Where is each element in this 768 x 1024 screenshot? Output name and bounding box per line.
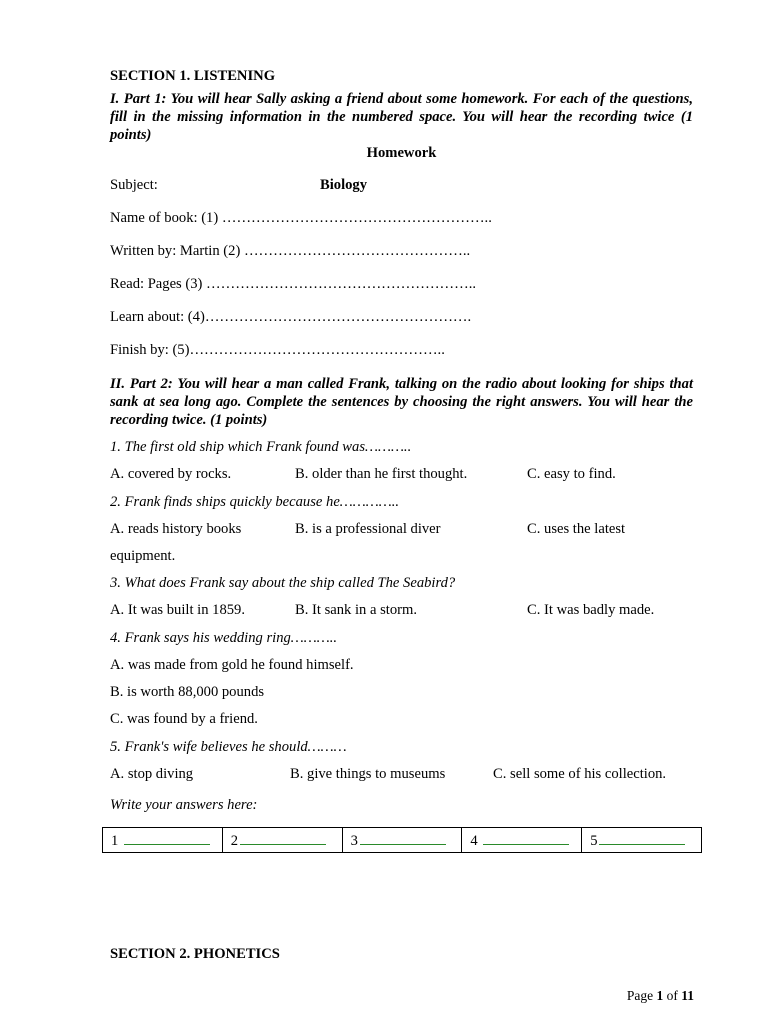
page-total: 11 [681, 988, 694, 1003]
answer-cell-4[interactable] [462, 828, 582, 853]
answer-number-3: 3 [350, 833, 358, 849]
answer-cell-2[interactable] [222, 828, 342, 853]
answers-label: Write your answers here: [110, 797, 258, 813]
subject-label: Subject: [110, 177, 158, 193]
page-footer [627, 988, 694, 1004]
field-written-by: Written by: Martin (2) ……………………………………….. [110, 243, 471, 259]
page-number: 1 [656, 988, 664, 1003]
question-1-stem: 1. The first old ship which Frank found was……….. [110, 439, 412, 455]
question-5-option-a: A. stop diving [110, 766, 194, 782]
question-5-stem: 5. Frank's wife believes he should……… [110, 739, 347, 755]
question-1-option-b: B. older than he first thought. [295, 466, 468, 482]
field-read-pages: Read: Pages (3) ……………………………………………….. [110, 276, 477, 292]
question-5-option-b: B. give things to museums [290, 766, 446, 782]
question-2-option-c: C. uses the latest [527, 521, 626, 537]
question-2-option-a: A. reads history books [110, 521, 242, 537]
page-word: Page [626, 988, 654, 1003]
field-learn-about: Learn about: (4)………………………………………………. [110, 309, 472, 325]
answer-blank-5[interactable] [599, 830, 685, 845]
of-word: of [666, 988, 678, 1003]
answer-number-5: 5 [590, 833, 598, 849]
question-3-option-b: B. It sank in a storm. [295, 602, 418, 618]
part-1-instructions: I. Part 1: You will hear Sally asking a friend about some homework. For each of the questions, fill in the missing information in the numbered space. You will hear the recording twice (1 points) [110, 91, 693, 143]
answer-blank-3[interactable] [360, 830, 446, 845]
question-4-option-a: A. was made from gold he found himself. [110, 657, 354, 673]
question-4-stem: 4. Frank says his wedding ring……….. [110, 630, 338, 646]
answer-number-1: 1 [111, 833, 119, 849]
section-2-heading: SECTION 2. PHONETICS [110, 946, 280, 962]
question-3-option-a: A. It was built in 1859. [110, 602, 245, 618]
question-2-stem: 2. Frank finds ships quickly because he………….. [110, 494, 400, 510]
question-4-option-b: B. is worth 88,000 pounds [110, 684, 265, 700]
answer-cell-5[interactable] [582, 828, 702, 853]
field-name-of-book: Name of book: (1) ……………………………………………….. [110, 210, 492, 226]
question-1-option-a: A. covered by rocks. [110, 466, 232, 482]
answer-blank-1[interactable] [124, 830, 210, 845]
answer-table [102, 827, 702, 853]
part-2-instructions: II. Part 2: You will hear a man called Frank, talking on the radio about looking for ships that sank at sea long ago. Complete the sentences by choosing the right answers. You will hear the recording twice. (1 points) [110, 376, 693, 428]
answer-cell-3[interactable] [342, 828, 462, 853]
field-finish-by: Finish by: (5)…………………………………………….. [110, 342, 445, 358]
section-1-heading: SECTION 1. LISTENING [110, 68, 276, 84]
subject-value: Biology [320, 177, 368, 193]
answer-cell-1[interactable] [103, 828, 223, 853]
answer-blank-2[interactable] [240, 830, 326, 845]
answer-blank-4[interactable] [483, 830, 569, 845]
question-4-option-c: C. was found by a friend. [110, 711, 258, 727]
question-3-option-c: C. It was badly made. [527, 602, 655, 618]
question-2-option-b: B. is a professional diver [295, 521, 441, 537]
question-2-option-c-continued: equipment. [110, 548, 176, 564]
question-1-option-c: C. easy to find. [527, 466, 616, 482]
answer-number-2: 2 [230, 833, 239, 849]
question-5-option-c: C. sell some of his collection. [493, 766, 667, 782]
question-3-stem: 3. What does Frank say about the ship called The Seabird? [110, 575, 456, 591]
answer-number-4: 4 [470, 833, 478, 849]
form-title: Homework [366, 145, 437, 161]
